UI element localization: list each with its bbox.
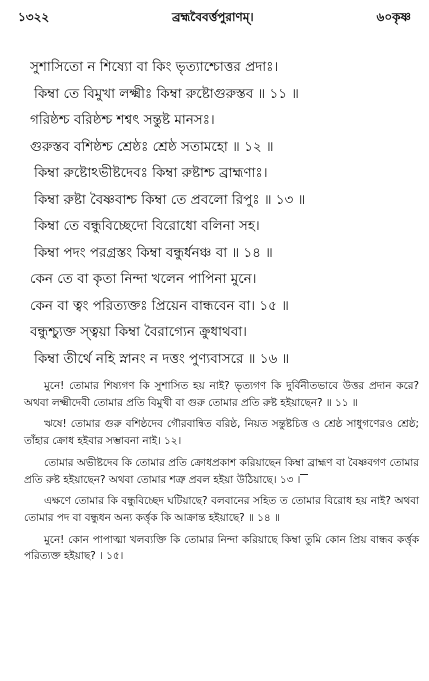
commentary-paragraph: মুনে! কোন পাপাত্মা খলব্যক্তি কি তোমার নিন্দা করিয়াছে কিম্বা তুমি কোন প্রিয় বান্ধব কর্ত্তৃক পরিত্যক্ত হইয়াছ? । ১৫।: [24, 533, 419, 563]
page-number: ১৩২২: [18, 10, 50, 24]
verse-line: গুরুস্তব বশিষ্ঠশ্চ শ্রেষ্ঠঃ শ্রেষ্ঠ সতামহো ॥ ১২ ॥: [30, 138, 274, 155]
verse-line: কিম্বা রুষ্টা বৈষ্ণবাশ্চ কিম্বা তে প্রবলো রিপুঃ ॥ ১৩ ॥: [34, 191, 306, 208]
verse-line: কেন তে বা কৃতা নিন্দা খলেন পাপিনা মুনে।: [30, 271, 257, 287]
sanskrit-verses: [30, 54, 415, 372]
commentary-paragraph: ঋষে! তোমার গুরু বশিষ্ঠদেব গৌরবান্বিত বরিষ্ঠ, নিয়ত সন্তুষ্টচিত্ত ও শ্রেষ্ঠ সাধুগণেরও শ্রেষ্ঠ; তাঁহার ক্রোধ হইবার সম্ভাবনা নাই। ১২।: [24, 418, 419, 448]
page-title: ব্রহ্মবৈবর্ত্তপুরাণম্।: [172, 10, 254, 24]
verse-line: কিম্বা রুষ্টোঽভীষ্টদেবঃ কিম্বা রুষ্টাশ্চ ব্রাহ্মণাঃ।: [34, 165, 268, 181]
commentary-paragraph: মুনে! তোমার শিষ্যগণ কি সুশাসিত হয় নাই? ভৃত্যগণ কি দুর্বিনীতভাবে উত্তর প্রদান করে? অথবা লক্ষ্মীদেবী তোমার প্রতি বিমুখী বা গুরু তোমার প্রতি রুষ্ট হইয়াছেন? ॥ ১১ ॥: [24, 380, 419, 409]
section-marker: ৬০কৃষ্ণ: [376, 10, 411, 24]
commentary-paragraph: তোমার অভীষ্টদেব কি তোমার প্রতি ক্রোধপ্রকাশ করিয়াছেন কিম্বা ব্রাহ্মণ বা বৈষ্ণবগণ তোমার প্রতি রুষ্ট হইয়াছেন? অথবা তোমার শত্রু প্রবল হইয়া উঠিয়াছে। ১৩ ।: [24, 456, 419, 486]
verse-line: গরিষ্ঠশ্চ বরিষ্ঠশ্চ শশ্বৎ সন্তুষ্ট মানসঃ।: [30, 112, 215, 128]
verse-line: কেন বা ত্বং পরিত্যক্তঃ প্রিয়েন বান্ধবেন বা। ১৫ ॥: [30, 297, 289, 314]
verse-line: কিম্বা তীর্থে নহি স্নানং ন দত্তং পুণ্যবাসরে ॥ ১৬ ॥: [34, 350, 290, 367]
page-header: [18, 8, 411, 30]
bengali-commentary: [24, 378, 419, 570]
verse-line: সুশাসিতো ন শিষ্যো বা কিং ভৃত্যাশ্চোত্তর প্রদাঃ।: [30, 59, 279, 75]
verse-line: কিম্বা তে বিমুখা লক্ষ্মীঃ কিম্বা রুষ্টোগুরুস্তব ॥ ১১ ॥: [34, 85, 299, 102]
divider-mark: [300, 474, 308, 475]
verse-line: বন্ধুশ্চ্যুক্ত স্ত্বয়া কিম্বা বৈরাগ্যেন ক্রুধাথবা।: [30, 324, 247, 340]
verse-line: কিম্বা তে বন্ধুবিচ্ছেদো বিরোধো বলিনা সহ।: [34, 218, 260, 234]
commentary-paragraph: এক্ষণে তোমার কি বন্ধুবিচ্ছেদ ঘটিয়াছে? বলবানের সহিত ত তোমার বিরোধ হয় নাই? অথবা তোমার পদ বা বন্ধুধন অন্য কর্ত্তৃক কি আক্রান্ত হইয়াছে? ॥ ১৪ ॥: [24, 495, 419, 524]
verse-line: কিম্বা পদং পরগ্রস্তং কিম্বা বন্ধুর্ধনঞ্চ বা ॥ ১৪ ॥: [34, 244, 273, 261]
